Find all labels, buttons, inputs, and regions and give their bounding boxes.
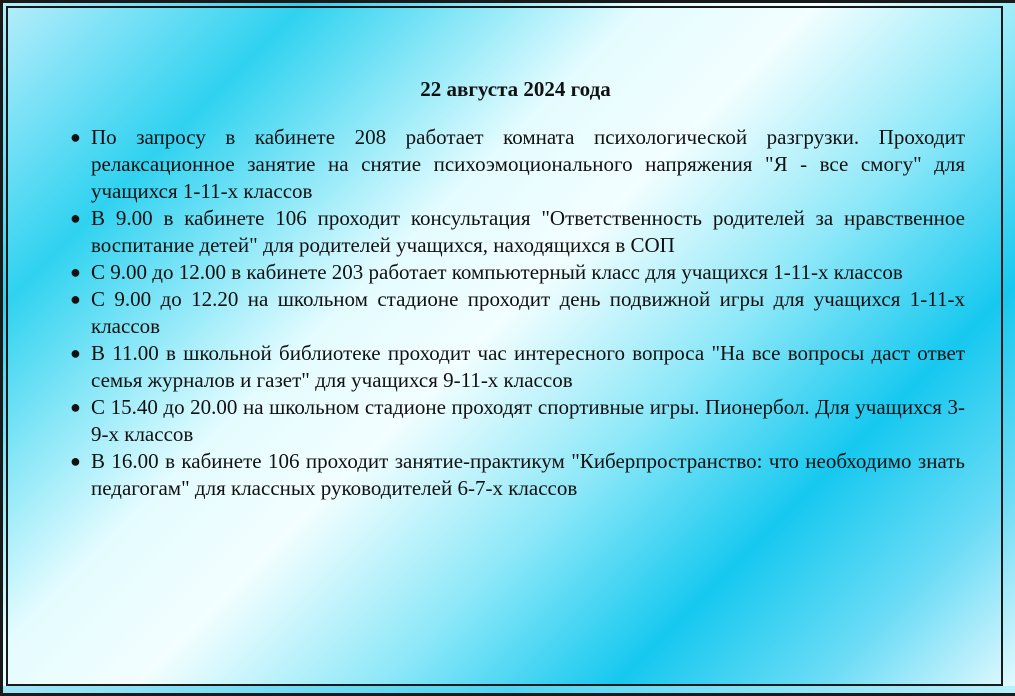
bullet-icon: ●	[70, 127, 81, 147]
bullet-icon: ●	[70, 343, 81, 363]
list-item-text: По запросу в кабинете 208 работает комната психологической разгрузки. Проходит релаксационное занятие на снятие психоэмоционального напряжения "Я - все смогу" для учащихся 1-11-х классов	[91, 125, 965, 203]
list-item	[66, 205, 965, 259]
list-item	[66, 448, 965, 502]
list-item-text: С 15.40 до 20.00 на школьном стадионе проходят спортивные игры. Пионербол. Для учащихся 3-9-х классов	[91, 395, 965, 446]
list-item	[66, 124, 965, 205]
bullet-icon: ●	[70, 289, 81, 309]
event-list	[66, 124, 965, 502]
bullet-icon: ●	[70, 262, 81, 282]
list-item	[66, 394, 965, 448]
list-item-text: В 9.00 в кабинете 106 проходит консультация "Ответственность родителей за нравственное воспитание детей" для родителей учащихся, находящихся в СОП	[91, 206, 965, 257]
list-item-text: В 11.00 в школьной библиотеке проходит час интересного вопроса "На все вопросы даст ответ семья журналов и газет" для учащихся 9-11-х классов	[91, 341, 965, 392]
list-item	[66, 259, 965, 286]
list-item-text: С 9.00 до 12.00 в кабинете 203 работает компьютерный класс для учащихся 1-11-х классов	[91, 260, 903, 284]
bullet-icon: ●	[70, 451, 81, 471]
page-title: 22 августа 2024 года	[420, 77, 611, 101]
announcement-content	[66, 76, 965, 502]
bullet-icon: ●	[70, 208, 81, 228]
list-item	[66, 340, 965, 394]
list-item	[66, 286, 965, 340]
bullet-icon: ●	[70, 397, 81, 417]
list-item-text: С 9.00 до 12.20 на школьном стадионе проходит день подвижной игры для учащихся 1-11-х классов	[91, 287, 965, 338]
list-item-text: В 16.00 в кабинете 106 проходит занятие-практикум "Киберпространство: что необходимо знать педагогам" для классных руководителей 6-7-х классов	[91, 449, 965, 500]
